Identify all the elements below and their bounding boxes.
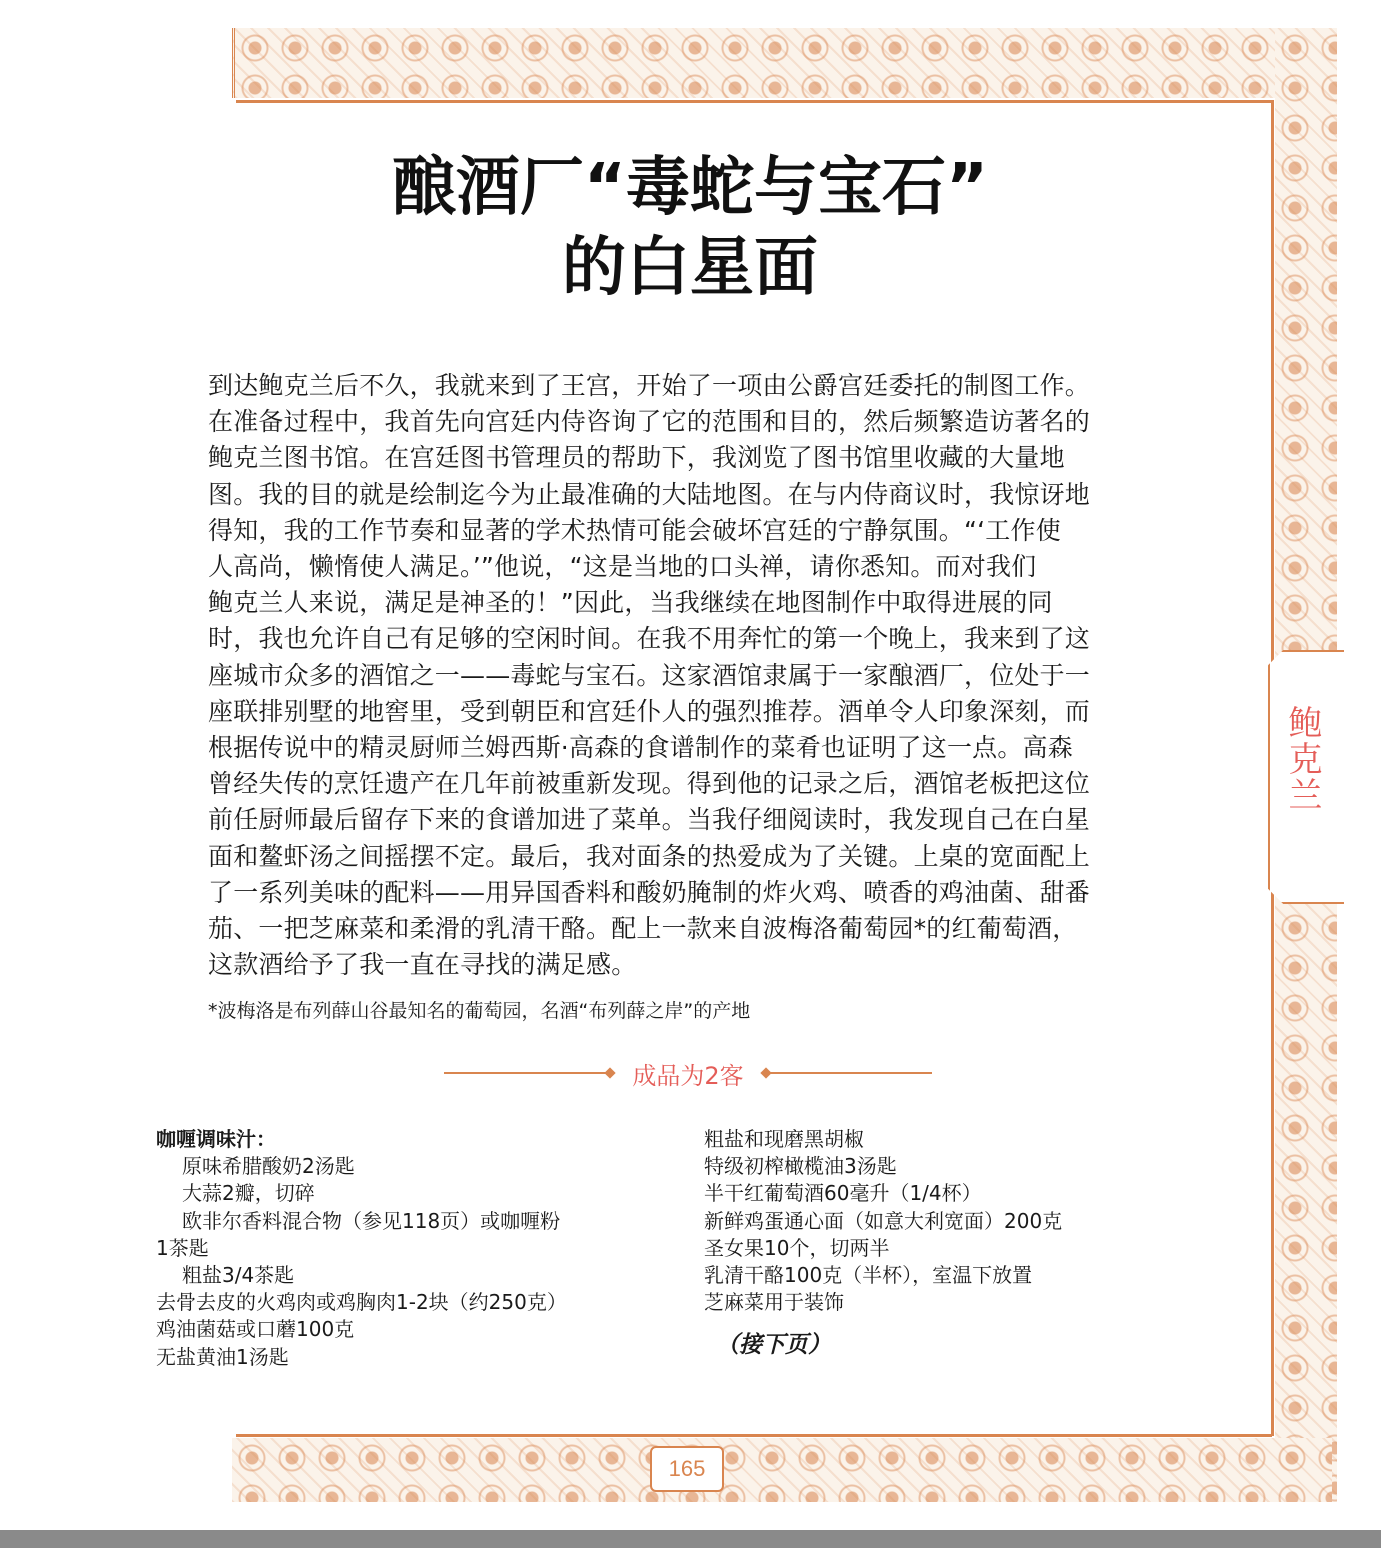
recipe-title-line-2: 的白星面: [562, 231, 818, 305]
ornamental-border-top: [232, 28, 1335, 98]
story-line: 座联排别墅的地窖里，受到朝臣和宫廷仆人的强烈推荐。酒单令人印象深刻，而: [208, 696, 1091, 726]
ingredient-item: 半干红葡萄酒60毫升（1/4杯）: [704, 1181, 982, 1206]
ingredient-item: 粗盐3/4茶匙: [182, 1263, 295, 1288]
story-line: 在准备过程中，我首先向宫廷内侍咨询了它的范围和目的，然后频繁造访著名的: [208, 407, 1091, 437]
ingredient-item: 特级初榨橄榄油3汤匙: [704, 1154, 897, 1179]
story-paragraph: [208, 368, 1170, 983]
page-number-box: [650, 1446, 724, 1492]
ingredient-item: 粗盐和现磨黑胡椒: [704, 1127, 864, 1151]
story-line: 鲍克兰人来说，满足是神圣的！”因此，当我继续在地图制作中取得进展的同: [208, 588, 1053, 618]
ingredient-item: 欧非尔香料混合物（参见118页）或咖喱粉: [182, 1208, 561, 1233]
story-line: 茄、一把芝麻菜和柔滑的乳清干酪。配上一款来自波梅洛葡萄园*的红葡萄酒，: [208, 914, 1078, 944]
recipe-title: [240, 148, 1140, 308]
page-edge: [0, 1530, 1381, 1548]
story-line: 曾经失传的烹饪遗产在几年前被重新发现。得到他的记录之后，酒馆老板把这位: [208, 769, 1091, 799]
servings: 成品为2客: [632, 1061, 744, 1090]
decorative-line-right: [766, 1072, 932, 1074]
continued-note: （接下页）: [716, 1332, 831, 1358]
story-line: 图。我的目的就是绘制迄今为止最准确的大陆地图。在与内侍商议时，我惊讶地: [208, 479, 1091, 509]
ingredient-item: 芝麻菜用于装饰: [704, 1290, 844, 1315]
chapter-tab-label: 鲍克兰: [1282, 705, 1322, 813]
story-line: 到达鲍克兰后不久，我就来到了王宫，开始了一项由公爵宫廷委托的制图工作。: [208, 371, 1091, 400]
decorative-line-left: [444, 1072, 610, 1074]
servings-row: [444, 1056, 932, 1090]
story-line: 人高尚，懒惰使人满足。’”他说，“这是当地的口头禅，请你悉知。而对我们: [208, 552, 1037, 582]
recipe-title-line-1: 酿酒厂“毒蛇与宝石”: [391, 151, 989, 225]
frame-line-bottom: [236, 1434, 1272, 1437]
story-line: 得知，我的工作节奏和显著的学术热情可能会破坏宫廷的宁静氛围。“‘工作使: [208, 515, 1061, 545]
story-line: 前任厨师最后留存下来的食谱加进了菜单。当我仔细阅读时，我发现自己在白星: [208, 805, 1091, 835]
ingredient-item: 1茶匙: [156, 1235, 209, 1260]
ingredients-list-right: [704, 1126, 1204, 1316]
story-line: 时，我也允许自己有足够的空闲时间。在我不用奔忙的第一个晚上，我来到了这: [208, 624, 1091, 654]
footnote: *波梅洛是布列薛山谷最知名的葡萄园，名酒“布列薛之岸”的产地: [208, 1000, 751, 1022]
ingredient-group-heading: 咖喱调味汁：: [156, 1127, 276, 1151]
story-line: 这款酒给予了我一直在寻找的满足感。: [208, 950, 637, 980]
ingredient-item: 乳清干酪100克（半杯），室温下放置: [704, 1263, 1033, 1288]
ingredients-list-left: [156, 1126, 656, 1371]
ornamental-border-bottom: [232, 1438, 1332, 1502]
ingredient-item: 去骨去皮的火鸡肉或鸡胸肉1-2块（约250克）: [156, 1290, 567, 1315]
ingredient-item: 圣女果10个，切两半: [704, 1235, 890, 1260]
story-line: 鲍克兰图书馆。在宫廷图书管理员的帮助下，我浏览了图书馆里收藏的大量地: [208, 443, 1065, 473]
story-line: 了一系列美味的配料——用异国香料和酸奶腌制的炸火鸡、喷香的鸡油菌、甜番: [208, 877, 1091, 907]
story-line: 面和鳌虾汤之间摇摆不定。最后，我对面条的热爱成为了关键。上桌的宽面配上: [208, 841, 1091, 871]
ingredient-item: 大蒜2瓣，切碎: [182, 1181, 315, 1206]
frame-line-top: [236, 100, 1272, 103]
ingredient-item: 原味希腊酸奶2汤匙: [182, 1154, 355, 1179]
page-number: 165: [668, 1456, 706, 1481]
ingredient-item: 新鲜鸡蛋通心面（如意大利宽面）200克: [704, 1208, 1063, 1233]
story-line: 根据传说中的精灵厨师兰姆西斯·高森的食谱制作的菜肴也证明了这一点。高森: [208, 733, 1073, 763]
story-line: 座城市众多的酒馆之一——毒蛇与宝石。这家酒馆隶属于一家酿酒厂，位处于一: [208, 660, 1091, 690]
ingredient-item: 无盐黄油1汤匙: [156, 1344, 289, 1369]
ingredient-item: 鸡油菌菇或口蘑100克: [156, 1317, 355, 1342]
